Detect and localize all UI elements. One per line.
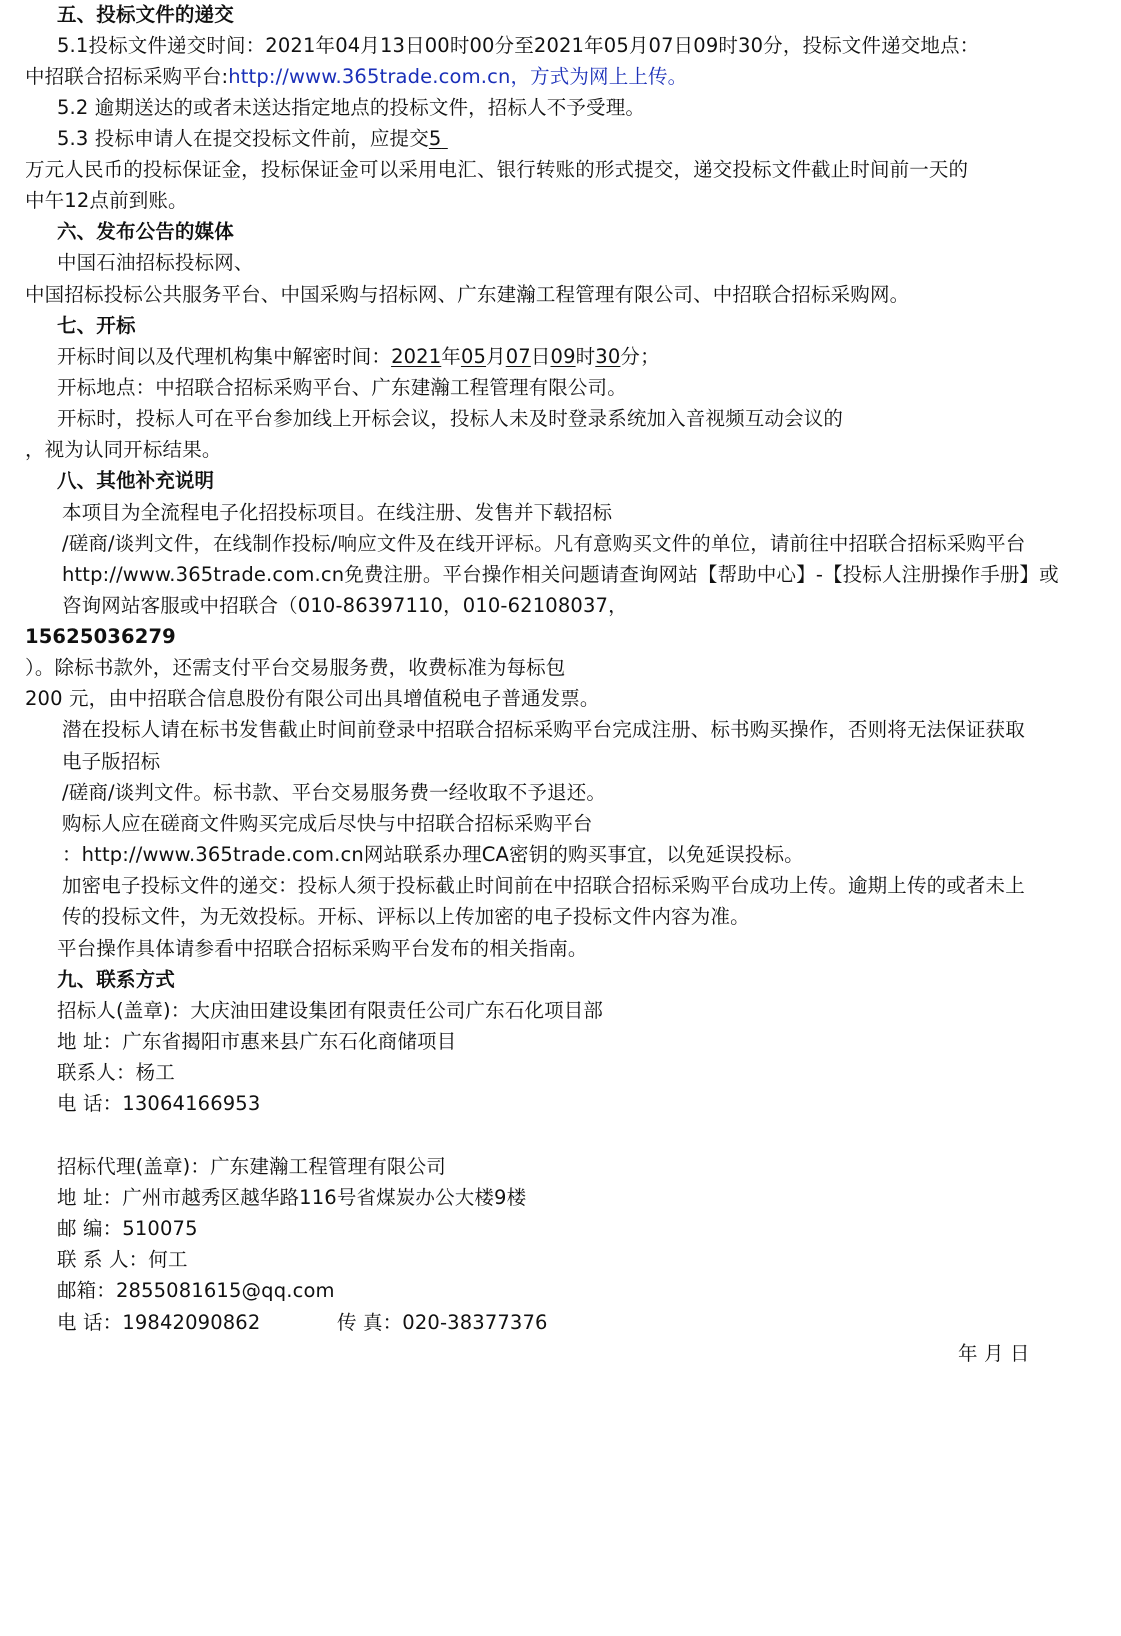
section-9-heading: 九、联系方式	[57, 968, 175, 991]
deposit-line	[57, 127, 448, 151]
agent-contact: 联 系 人：何工	[57, 1248, 188, 1271]
supplement-line-15: 平台操作具体请参看中招联合招标采购平台发布的相关指南。	[57, 937, 588, 960]
agent-address: 地 址：广州市越秀区越华路116号省煤炭办公大楼9楼	[57, 1186, 527, 1209]
media-line-2: 中国招标投标公共服务平台、中国采购与招标网、广东建瀚工程管理有限公司、中招联合招标采购网。	[25, 283, 910, 306]
opening-hour: 09	[550, 345, 576, 368]
opening-year: 2021	[391, 345, 442, 368]
agent-email: 邮箱：2855081615@qq.com	[57, 1279, 335, 1302]
section-6-heading: 六、发布公告的媒体	[57, 220, 234, 243]
deposit-deadline-line: 中午12点前到账。	[25, 189, 188, 212]
deposit-prefix: 5.3 投标申请人在提交投标文件前，应提交	[57, 127, 429, 150]
submission-platform-label: 中招联合招标采购平台:	[25, 65, 229, 88]
supplement-line-2: /磋商/谈判文件，在线制作投标/响应文件及在线开评标。凡有意购买文件的单位，请前往中招联合招标采购平台	[62, 532, 1026, 555]
media-line-1: 中国石油招标投标网、	[57, 251, 254, 274]
supplement-line-6: ）。除标书款外，还需支付平台交易服务费，收费标准为每标包	[25, 656, 566, 679]
tenderer-phone: 电 话：13064166953	[57, 1092, 261, 1115]
supplement-line-7: 200 元，由中招联合信息股份有限公司出具增值税电子普通发票。	[25, 687, 600, 710]
deposit-method-line: 万元人民币的投标保证金，投标保证金可以采用电汇、银行转账的形式提交，递交投标文件截止时间前一天的	[25, 158, 969, 181]
supplement-line-13: 加密电子投标文件的递交：投标人须于投标截止时间前在中招联合招标采购平台成功上传。逾期上传的或者未上	[62, 874, 1025, 897]
supplement-line-11: 购标人应在磋商文件购买完成后尽快与中招联合招标采购平台	[62, 812, 593, 835]
tenderer-name: 招标人(盖章)：大庆油田建设集团有限责任公司广东石化项目部	[57, 999, 604, 1022]
tenderer-address: 地 址：广东省揭阳市惠来县广东石化商储项目	[57, 1030, 457, 1053]
opening-month: 05	[460, 345, 487, 368]
supplement-line-1: 本项目为全流程电子化招投标项目。在线注册、发售并下载招标	[62, 501, 613, 524]
submission-place-line	[25, 65, 687, 89]
agent-name: 招标代理(盖章)：广东建瀚工程管理有限公司	[57, 1155, 446, 1178]
support-phone: 15625036279	[25, 625, 176, 648]
supplement-line-9: 电子版招标	[62, 750, 161, 773]
section-5-heading: 五、投标文件的递交	[57, 3, 234, 26]
opening-minute: 30	[595, 345, 621, 368]
agent-phone: 电 话：19842090862	[57, 1311, 261, 1334]
submission-time-line: 5.1投标文件递交时间：2021年04月13日00时00分至2021年05月07日09时30分，投标文件递交地点：	[57, 34, 980, 57]
opening-time-label: 开标时间以及代理机构集中解密时间：	[57, 345, 392, 368]
opening-note-line-2: ，视为认同开标结果。	[25, 438, 222, 461]
opening-day: 07	[505, 345, 531, 368]
supplement-line-8: 潜在投标人请在标书发售截止时间前登录中招联合招标采购平台完成注册、标书购买操作，否则将无法保证获取	[62, 718, 1025, 741]
opening-time-line: 开标时间以及代理机构集中解密时间：2021年05月07日09时30分；	[57, 345, 660, 368]
opening-place-line: 开标地点：中招联合招标采购平台、广东建瀚工程管理有限公司。	[57, 376, 627, 399]
agent-zip: 邮 编：510075	[57, 1217, 198, 1240]
platform-link[interactable]: http://www.365trade.com.cn，方式为网上上传。	[228, 65, 688, 88]
opening-note-line-1: 开标时，投标人可在平台参加线上开标会议，投标人未及时登录系统加入音视频互动会议的	[57, 407, 844, 430]
supplement-line-4: 咨询网站客服或中招联合（010-86397110，010-62108037，	[62, 594, 628, 617]
section-7-heading: 七、开标	[57, 314, 136, 337]
supplement-line-3: http://www.365trade.com.cn免费注册。平台操作相关问题请查询网站【帮助中心】-【投标人注册操作手册】或	[62, 563, 1059, 586]
supplement-line-10: /磋商/谈判文件。标书款、平台交易服务费一经收取不予退还。	[62, 781, 606, 804]
deposit-amount: 5	[428, 127, 442, 150]
late-submission-line: 5.2 逾期送达的或者未送达指定地点的投标文件，招标人不予受理。	[57, 96, 646, 119]
supplement-line-12: ：http://www.365trade.com.cn网站联系办理CA密钥的购买事宜，以免延误投标。	[62, 843, 804, 866]
tenderer-contact: 联系人：杨工	[57, 1061, 175, 1084]
section-8-heading: 八、其他补充说明	[57, 469, 215, 492]
date-line: 年 月 日	[958, 1342, 1030, 1365]
agent-fax: 传 真：020-38377376	[337, 1311, 548, 1334]
supplement-line-14: 传的投标文件，为无效投标。开标、评标以上传加密的电子投标文件内容为准。	[62, 905, 750, 928]
